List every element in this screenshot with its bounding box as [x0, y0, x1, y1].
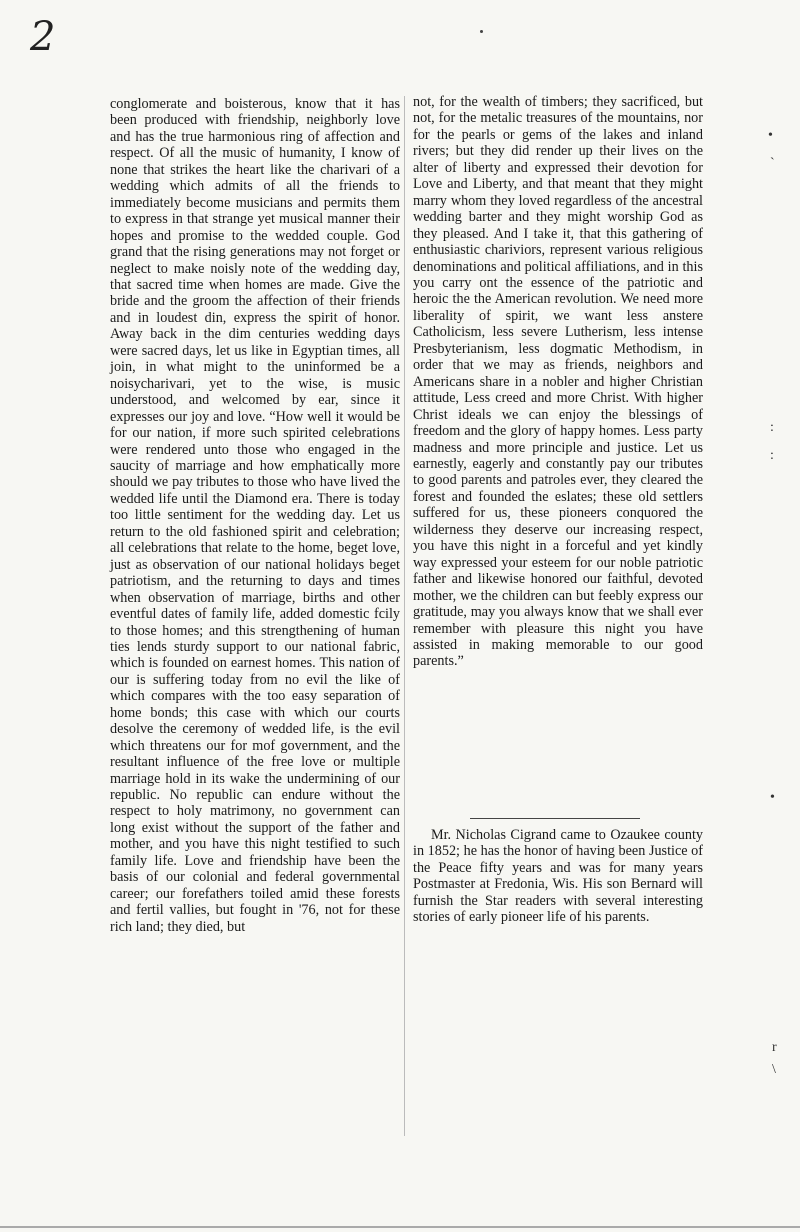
page-number: 2 — [30, 14, 56, 60]
margin-mark: : — [770, 448, 774, 463]
margin-mark: • — [770, 790, 775, 805]
margin-mark: \ — [772, 1062, 776, 1077]
right-column — [413, 94, 703, 670]
section-separator — [470, 818, 640, 819]
margin-mark: • — [768, 128, 773, 143]
margin-mark: ` — [770, 156, 775, 171]
left-column-text: conglomerate and boisterous, know that it has been produced with friendship, neighborly love and has the true harmonious ring of affection and respect. Of all the music of humanity, I know of none that strikes the heart like the charivari of a wedding which admits of all the friends to immediately become musicians and permits them to express in that strange yet musical manner their hopes and promise to the wedded couple. God grand that the rising generations may not forget or neglect to make noisly note of the wedding day, that sacred time when homes are made. Give the bride and the groom the affection of their friends and in loudest din, express the spirit of honor. Away back in the dim centuries wedding days were sacred days, let us like in Egyptian times, all join, in what might to the uninformed be a noisycharivari, yet to the wise, is music understood, and welcomed by ear, since it expresses our joy and love. “How well it would be for our nation, if more such spirited celebrations were rendered unto those who engaged in the saucity of marriage and how emphatically more should we pay tributes to those who have lived the wedded life until the Diamond era. There is today too little sentiment for the wedding day. Let us return to the old fashioned spirit and celebration; all celebrations that relate to the home, beget love, just as observation of our national holidays beget patriotism, and the returning to days and times when observation of marriage, births and other eventful dates of family life, added domestic fcily to those homes; and this strengthening of human ties lends sturdy support to our national fabric, which is founded on earnest homes. This nation of our is suffering today from no evil the like of which compares with the too easy separation of home bonds; this case with which our courts desolve the ceremony of wedded life, is the evil which threatens our for mof government, and the resultant influence of the free love or multiple marriage hold in its wake the undermining of our republic. No republic can endure without the respect to holy matrimony, no government can long exist without the support of the father and mother, and you have this night testified to such family life. Love and friendship have been the basis of our colonial and federal governmental career; our forefathers toiled amid these forests and fertil vallies, but fought in '76, not for these rich land; they died, but — [110, 96, 400, 935]
column-divider — [404, 96, 405, 1136]
margin-mark: : — [770, 420, 774, 435]
print-speck — [480, 30, 483, 33]
biographical-note — [413, 827, 703, 926]
margin-mark: r — [772, 1040, 777, 1055]
left-column — [110, 96, 400, 935]
page-bottom-edge — [0, 1226, 800, 1228]
note-text: Mr. Nicholas Cigrand came to Ozaukee county in 1852; he has the honor of having been Justice of the Peace fifty years and was for many years Postmaster at Fredonia, Wis. His son Bernard will furnish the Star readers with several interesting stories of early pioneer life of his parents. — [413, 827, 703, 926]
right-column-text: not, for the wealth of timbers; they sacrificed, but not, for the metalic treasures of the mountains, nor for the pearls or gems of the lakes and inland rivers; but they did render up their lives on the alter of liberty and expressed their devotion for Love and Liberty, and that meant that they might marry whom they loved regardless of the ancestral wedding barter and they might worship God as they pleased. And I take it, that this gathering of enthusiastic chariviors, represent various religious denominations and political affiliations, and in this you carry ont the essence of the patriotic and heroic the the American revolution. We need more liberality of spirit, we want less anstere Catholicism, less severe Lutherism, less intense Presbyterianism, less dogmatic Methodism, in order that we may as friends, neighbors and Americans share in a nobler and higher Christian attitude, Less creed and more Christ. With higher Christ ideals we can enjoy the blessings of freedom and the glory of happy homes. Less party madness and more principle and justice. Let us earnestly, eagerly and constantly pay our tributes to good parents and patroles ever, they cleared the forest and founded the eslates; these old settlers suffered for us, these pioneers conquored the wilderness they deserve our increasing respect, you have this night in a forceful and yet kindly way expressed your esteem for our noble patriotic father and likewise honored our faithful, devoted mother, we the children can but feebly express our gratitude, may you always know that we shall ever remember with pleasure this night you have assisted in making memorable to our good parents.” — [413, 94, 703, 670]
